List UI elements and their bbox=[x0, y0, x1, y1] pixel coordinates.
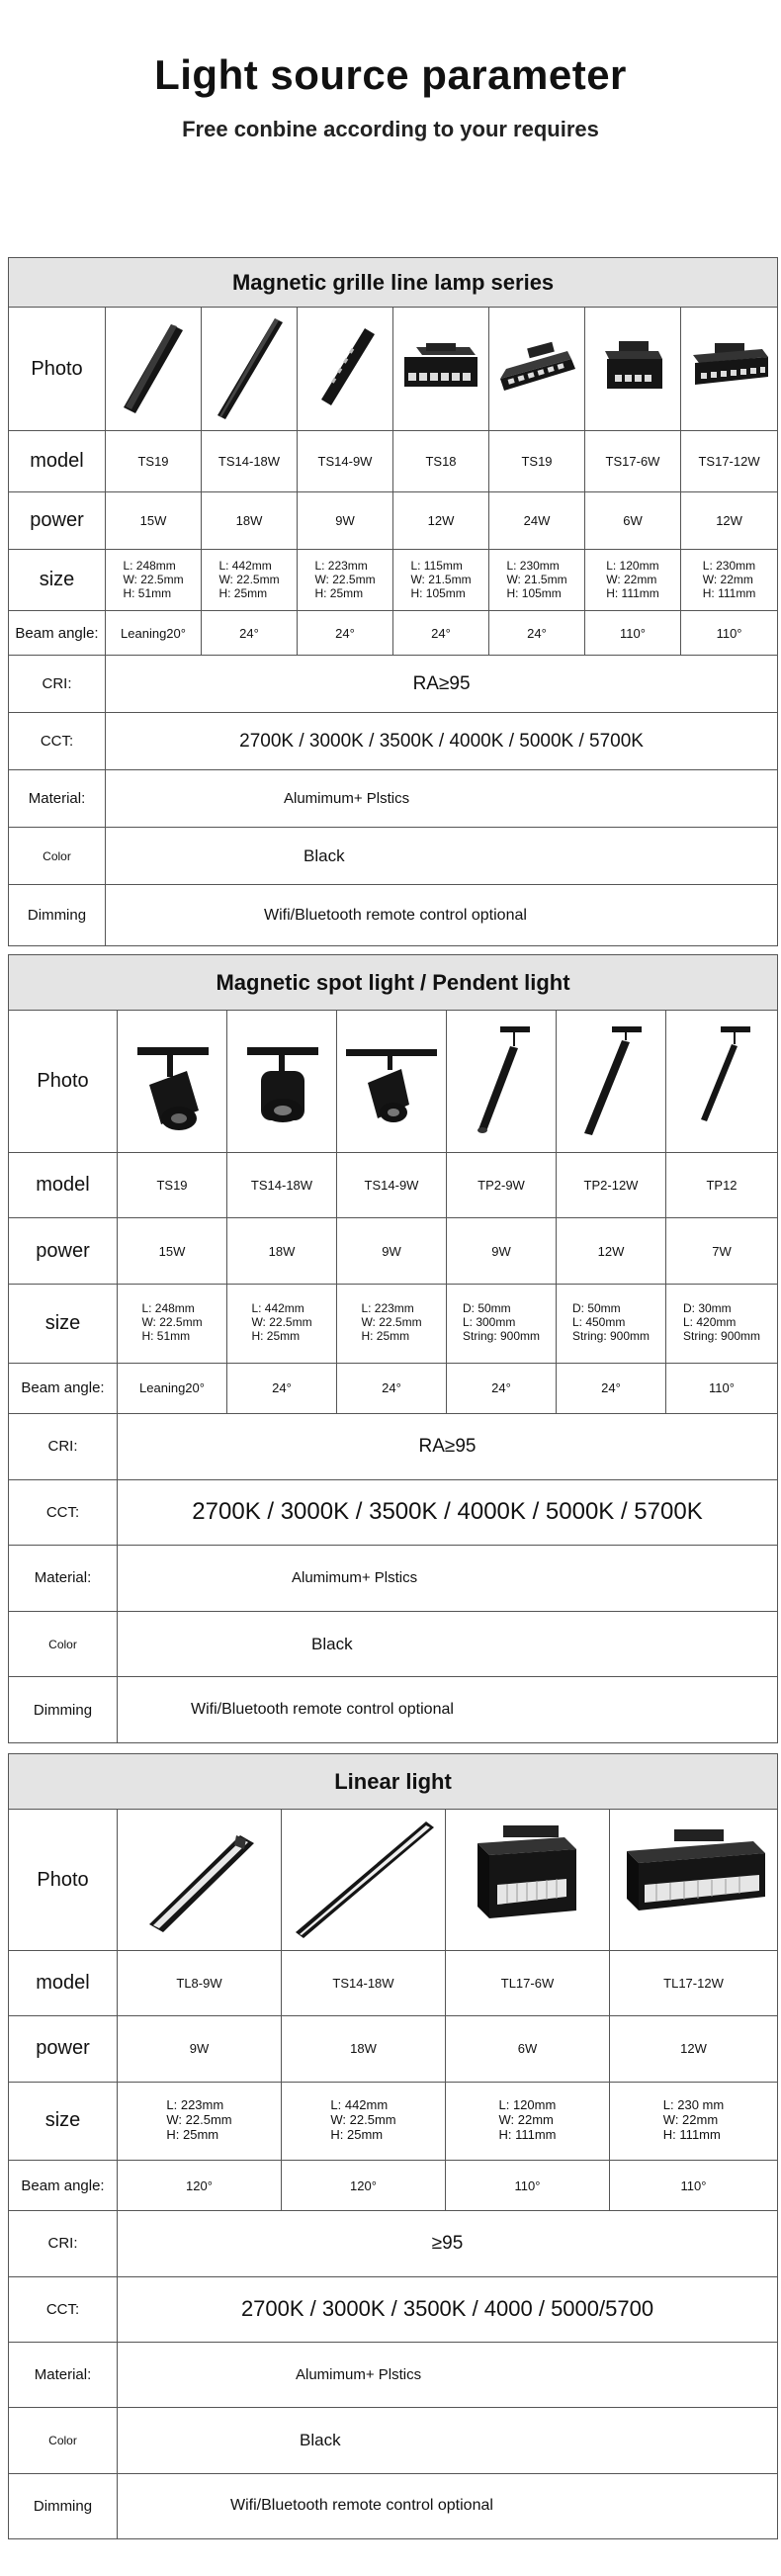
row-label-size: size bbox=[9, 550, 106, 611]
beam-cell: 110° bbox=[666, 1363, 778, 1413]
row-label-size: size bbox=[9, 2082, 118, 2161]
row-label-beam: Beam angle: bbox=[9, 2161, 118, 2211]
row-label-cri: CRI: bbox=[9, 1414, 118, 1480]
size-line: H: 25mm bbox=[314, 585, 364, 600]
size-line: H: 51mm bbox=[123, 585, 172, 600]
row-label-photo: Photo bbox=[9, 1810, 118, 1951]
product-photo bbox=[585, 308, 681, 431]
beam-cell: 24° bbox=[393, 611, 489, 656]
track-spot-small-icon bbox=[342, 1027, 441, 1136]
flood-box-small-icon bbox=[454, 1816, 602, 1944]
size-cell bbox=[610, 2082, 778, 2161]
power-cell: 12W bbox=[557, 1218, 666, 1285]
grille-linear-long-icon bbox=[210, 314, 289, 423]
material-value: Alumimum+ Plstics bbox=[118, 2342, 778, 2407]
beam-cell: 110° bbox=[610, 2161, 778, 2211]
pendant-tube-thin-icon bbox=[677, 1022, 766, 1141]
linear-light-table bbox=[8, 1753, 778, 2539]
power-cell: 18W bbox=[227, 1218, 337, 1285]
row-label-model: model bbox=[9, 431, 106, 492]
size-line: H: 111mm bbox=[498, 2127, 557, 2143]
row-label-photo: Photo bbox=[9, 1011, 118, 1152]
size-line: H: 111mm bbox=[662, 2127, 721, 2143]
cct-value: 2700K / 3000K / 3500K / 4000K / 5000K / 5700K bbox=[106, 713, 778, 770]
size-cell bbox=[666, 1284, 778, 1363]
beam-cell: 120° bbox=[118, 2161, 282, 2211]
size-line: W: 22.5mm bbox=[314, 572, 376, 586]
product-photo bbox=[610, 1810, 778, 1951]
linear-bar-long-icon bbox=[290, 1816, 438, 1944]
size-line: H: 25mm bbox=[251, 1329, 301, 1344]
row-label-material: Material: bbox=[9, 770, 106, 828]
grille-linear-diagonal-icon bbox=[114, 314, 193, 423]
size-line: L: 450mm bbox=[571, 1315, 626, 1330]
row-label-color: Color bbox=[9, 828, 106, 885]
product-photo bbox=[666, 1011, 778, 1152]
size-line: D: 50mm bbox=[462, 1301, 511, 1316]
row-label-dimming: Dimming bbox=[9, 2473, 118, 2538]
size-cell bbox=[489, 550, 585, 611]
color-value: Black bbox=[106, 828, 778, 885]
beam-cell: 24° bbox=[489, 611, 585, 656]
cri-value: RA≥95 bbox=[118, 1414, 778, 1480]
linear-bar-short-icon bbox=[126, 1816, 274, 1944]
grille-series-table bbox=[8, 257, 778, 946]
size-line: W: 22mm bbox=[498, 2112, 554, 2128]
power-cell: 18W bbox=[202, 492, 298, 550]
beam-cell: 110° bbox=[681, 611, 778, 656]
size-line: W: 22.5mm bbox=[330, 2112, 396, 2128]
size-line: L: 115mm bbox=[410, 558, 463, 573]
product-photo bbox=[118, 1011, 227, 1152]
size-line: W: 22.5mm bbox=[141, 1315, 203, 1330]
size-line: H: 111mm bbox=[702, 585, 756, 600]
size-line: W: 22mm bbox=[606, 572, 657, 586]
model-cell: TS19 bbox=[118, 1152, 227, 1218]
beam-cell: Leaning20° bbox=[106, 611, 202, 656]
power-cell: 12W bbox=[681, 492, 778, 550]
row-label-cct: CCT: bbox=[9, 1479, 118, 1546]
size-cell bbox=[447, 1284, 557, 1363]
size-line: L: 442mm bbox=[330, 2097, 389, 2113]
power-cell: 15W bbox=[118, 1218, 227, 1285]
size-cell bbox=[681, 550, 778, 611]
product-photo bbox=[227, 1011, 337, 1152]
size-cell bbox=[282, 2082, 446, 2161]
size-cell bbox=[298, 550, 393, 611]
size-cell bbox=[557, 1284, 666, 1363]
size-line: L: 442mm bbox=[251, 1301, 304, 1316]
row-label-color: Color bbox=[9, 1611, 118, 1677]
size-line: L: 442mm bbox=[218, 558, 272, 573]
size-line: L: 230mm bbox=[506, 558, 560, 573]
product-photo bbox=[298, 308, 393, 431]
size-line: H: 25mm bbox=[166, 2127, 219, 2143]
row-label-power: power bbox=[9, 2016, 118, 2082]
beam-cell: 24° bbox=[298, 611, 393, 656]
pendant-tube-icon bbox=[457, 1022, 546, 1141]
size-line: L: 230mm bbox=[702, 558, 756, 573]
row-label-cri: CRI: bbox=[9, 2211, 118, 2276]
model-cell: TP2-9W bbox=[447, 1152, 557, 1218]
page-subtitle: Free conbine according to your requires bbox=[182, 117, 599, 141]
size-cell bbox=[227, 1284, 337, 1363]
power-cell: 24W bbox=[489, 492, 585, 550]
size-line: H: 25mm bbox=[330, 2127, 384, 2143]
beam-cell: 110° bbox=[585, 611, 681, 656]
row-label-model: model bbox=[9, 1951, 118, 2016]
size-line: L: 230 mm bbox=[662, 2097, 725, 2113]
cri-value: ≥95 bbox=[118, 2211, 778, 2276]
model-cell: TS14-18W bbox=[202, 431, 298, 492]
cct-value: 2700K / 3000K / 3500K / 4000 / 5000/5700 bbox=[118, 2276, 778, 2342]
size-line: H: 51mm bbox=[141, 1329, 191, 1344]
product-photo bbox=[106, 308, 202, 431]
power-cell: 7W bbox=[666, 1218, 778, 1285]
power-cell: 9W bbox=[118, 2016, 282, 2082]
beam-cell: 110° bbox=[446, 2161, 610, 2211]
model-cell: TS18 bbox=[393, 431, 489, 492]
power-cell: 18W bbox=[282, 2016, 446, 2082]
beam-cell: 120° bbox=[282, 2161, 446, 2211]
section-title: Magnetic grille line lamp series bbox=[9, 258, 778, 308]
flood-box-wide-icon bbox=[615, 1816, 773, 1944]
dimming-value: Wifi/Bluetooth remote control optional bbox=[118, 2473, 778, 2538]
product-photo bbox=[337, 1011, 447, 1152]
dimming-value: Wifi/Bluetooth remote control optional bbox=[106, 885, 778, 946]
row-label-cct: CCT: bbox=[9, 2276, 118, 2342]
power-cell: 9W bbox=[337, 1218, 447, 1285]
material-value: Alumimum+ Plstics bbox=[106, 770, 778, 828]
row-label-beam: Beam angle: bbox=[9, 611, 106, 656]
model-cell: TS19 bbox=[489, 431, 585, 492]
power-cell: 12W bbox=[393, 492, 489, 550]
size-cell bbox=[337, 1284, 447, 1363]
row-label-cri: CRI: bbox=[9, 656, 106, 713]
cct-value: 2700K / 3000K / 3500K / 4000K / 5000K / 5700K bbox=[118, 1479, 778, 1546]
beam-cell: 24° bbox=[227, 1363, 337, 1413]
size-line: String: 900mm bbox=[571, 1329, 651, 1344]
color-value: Black bbox=[118, 2408, 778, 2473]
size-cell bbox=[585, 550, 681, 611]
product-photo bbox=[393, 308, 489, 431]
size-line: L: 223mm bbox=[314, 558, 368, 573]
size-line: H: 105mm bbox=[506, 585, 562, 600]
size-cell bbox=[446, 2082, 610, 2161]
row-label-material: Material: bbox=[9, 2342, 118, 2407]
model-cell: TS14-9W bbox=[298, 431, 393, 492]
row-label-photo: Photo bbox=[9, 308, 106, 431]
beam-cell: Leaning20° bbox=[118, 1363, 227, 1413]
power-cell: 15W bbox=[106, 492, 202, 550]
track-spot-large-icon bbox=[237, 1027, 326, 1136]
row-label-dimming: Dimming bbox=[9, 885, 106, 946]
size-line: L: 120mm bbox=[606, 558, 659, 573]
cri-value: RA≥95 bbox=[106, 656, 778, 713]
size-line: H: 25mm bbox=[218, 585, 268, 600]
size-line: L: 420mm bbox=[683, 1315, 737, 1330]
size-line: L: 223mm bbox=[361, 1301, 414, 1316]
page-title: Light source parameter bbox=[154, 51, 627, 98]
product-photo bbox=[447, 1011, 557, 1152]
beam-cell: 24° bbox=[202, 611, 298, 656]
size-line: W: 22.5mm bbox=[123, 572, 184, 586]
dimming-value: Wifi/Bluetooth remote control optional bbox=[118, 1677, 778, 1743]
model-cell: TS17-12W bbox=[681, 431, 778, 492]
beam-cell: 24° bbox=[557, 1363, 666, 1413]
size-line: String: 900mm bbox=[462, 1329, 541, 1344]
pendant-tube-long-icon bbox=[566, 1022, 655, 1141]
model-cell: TP12 bbox=[666, 1152, 778, 1218]
power-cell: 6W bbox=[585, 492, 681, 550]
size-line: W: 22.5mm bbox=[218, 572, 280, 586]
product-photo bbox=[118, 1810, 282, 1951]
size-cell bbox=[202, 550, 298, 611]
size-line: String: 900mm bbox=[683, 1329, 761, 1344]
grille-box-wide-icon bbox=[685, 329, 774, 408]
model-cell: TS14-18W bbox=[282, 1951, 446, 2016]
row-label-dimming: Dimming bbox=[9, 1677, 118, 1743]
row-label-model: model bbox=[9, 1152, 118, 1218]
size-cell bbox=[106, 550, 202, 611]
size-line: W: 22mm bbox=[702, 572, 753, 586]
size-line: L: 223mm bbox=[166, 2097, 224, 2113]
size-line: W: 22.5mm bbox=[361, 1315, 422, 1330]
grille-box-small-icon bbox=[593, 329, 672, 408]
size-line: L: 248mm bbox=[123, 558, 176, 573]
spot-pendant-table bbox=[8, 954, 778, 1743]
section-title: Magnetic spot light / Pendent light bbox=[9, 955, 778, 1011]
size-line: D: 30mm bbox=[683, 1301, 732, 1316]
size-line: L: 300mm bbox=[462, 1315, 516, 1330]
model-cell: TL17-6W bbox=[446, 1951, 610, 2016]
product-photo bbox=[282, 1810, 446, 1951]
row-label-cct: CCT: bbox=[9, 713, 106, 770]
size-line: W: 22.5mm bbox=[166, 2112, 232, 2128]
grille-box-6-icon bbox=[396, 329, 485, 408]
row-label-power: power bbox=[9, 1218, 118, 1285]
size-line: W: 21.5mm bbox=[506, 572, 567, 586]
row-label-color: Color bbox=[9, 2408, 118, 2473]
size-cell bbox=[393, 550, 489, 611]
product-photo bbox=[557, 1011, 666, 1152]
power-cell: 9W bbox=[447, 1218, 557, 1285]
product-photo bbox=[489, 308, 585, 431]
size-line: H: 111mm bbox=[606, 585, 659, 600]
size-line: H: 25mm bbox=[361, 1329, 410, 1344]
product-photo bbox=[446, 1810, 610, 1951]
model-cell: TL17-12W bbox=[610, 1951, 778, 2016]
size-line: L: 248mm bbox=[141, 1301, 195, 1316]
track-spot-icon bbox=[128, 1027, 217, 1136]
grille-linear-short-icon bbox=[305, 314, 385, 423]
model-cell: TS14-9W bbox=[337, 1152, 447, 1218]
size-cell bbox=[118, 1284, 227, 1363]
color-value: Black bbox=[118, 1611, 778, 1677]
row-label-size: size bbox=[9, 1284, 118, 1363]
model-cell: TS14-18W bbox=[227, 1152, 337, 1218]
beam-cell: 24° bbox=[337, 1363, 447, 1413]
row-label-material: Material: bbox=[9, 1546, 118, 1612]
product-photo bbox=[202, 308, 298, 431]
row-label-beam: Beam angle: bbox=[9, 1363, 118, 1413]
row-label-power: power bbox=[9, 492, 106, 550]
model-cell: TP2-12W bbox=[557, 1152, 666, 1218]
size-line: L: 120mm bbox=[498, 2097, 557, 2113]
size-line: W: 21.5mm bbox=[410, 572, 472, 586]
model-cell: TL8-9W bbox=[118, 1951, 282, 2016]
power-cell: 6W bbox=[446, 2016, 610, 2082]
beam-cell: 24° bbox=[447, 1363, 557, 1413]
model-cell: TS19 bbox=[106, 431, 202, 492]
model-cell: TS17-6W bbox=[585, 431, 681, 492]
product-photo bbox=[681, 308, 778, 431]
size-line: W: 22.5mm bbox=[251, 1315, 312, 1330]
size-line: H: 105mm bbox=[410, 585, 466, 600]
power-cell: 12W bbox=[610, 2016, 778, 2082]
power-cell: 9W bbox=[298, 492, 393, 550]
section-title: Linear light bbox=[9, 1754, 778, 1810]
grille-box-angled-icon bbox=[492, 329, 581, 408]
size-cell bbox=[118, 2082, 282, 2161]
material-value: Alumimum+ Plstics bbox=[118, 1546, 778, 1612]
size-line: D: 50mm bbox=[571, 1301, 621, 1316]
size-line: W: 22mm bbox=[662, 2112, 719, 2128]
